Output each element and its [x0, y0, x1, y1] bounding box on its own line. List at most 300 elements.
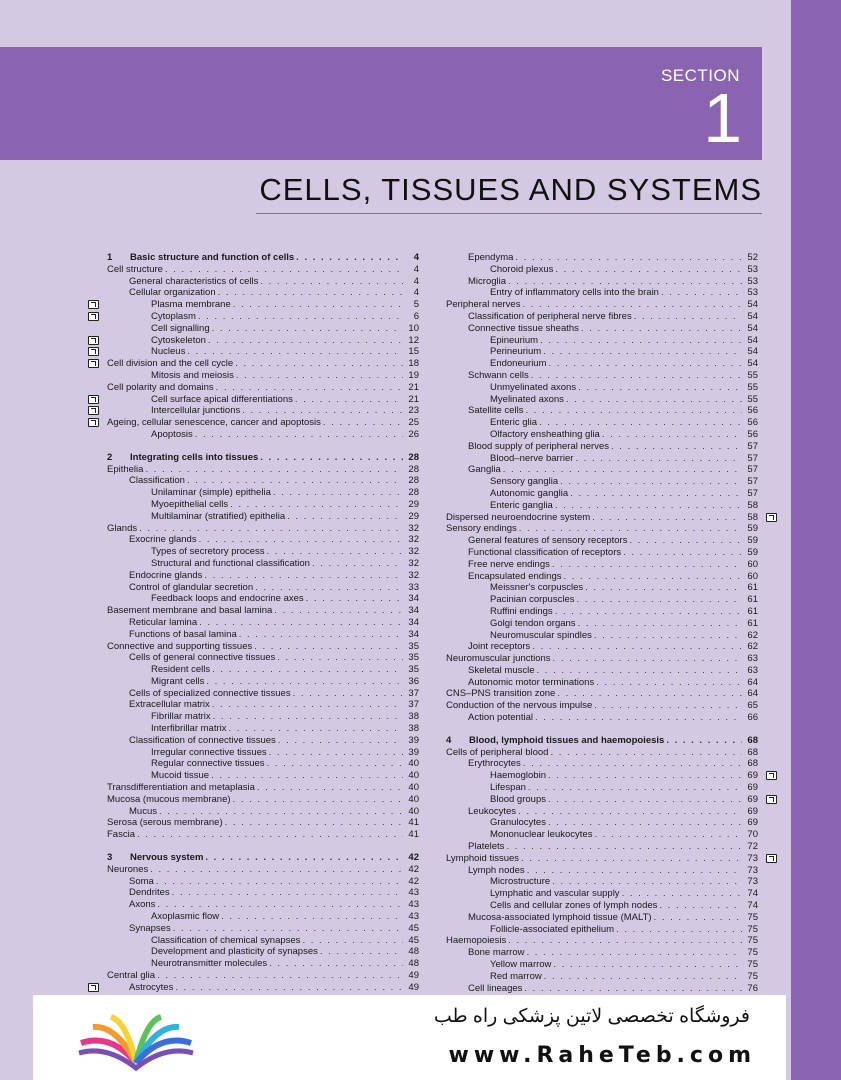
toc-entry-title: Endocrine glands: [129, 569, 203, 581]
toc-entry[interactable]: [107, 782, 419, 794]
toc-entry[interactable]: [446, 853, 758, 865]
ebook-link-icon[interactable]: [88, 336, 99, 345]
ebook-link-icon[interactable]: [88, 418, 99, 427]
toc-entry[interactable]: [446, 641, 758, 653]
toc-entry[interactable]: [107, 546, 419, 558]
toc-entry-title: Unilaminar (simple) epithelia: [151, 487, 271, 499]
toc-entry[interactable]: [107, 876, 419, 888]
toc-entry[interactable]: [107, 735, 419, 747]
toc-entry-title: Functional classification of receptors: [468, 546, 622, 558]
toc-page-number: 75: [747, 935, 758, 947]
toc-entry[interactable]: [107, 887, 419, 899]
toc-leader-dots: [575, 453, 742, 465]
toc-leader-dots: [260, 452, 403, 464]
toc-entry[interactable]: [446, 770, 758, 782]
ebook-link-icon[interactable]: [88, 395, 99, 404]
toc-leader-dots: [548, 817, 742, 829]
toc-entry[interactable]: [107, 794, 419, 806]
toc-entry[interactable]: [107, 593, 419, 605]
toc-entry-title: Epithelia: [107, 463, 144, 475]
toc-entry-title: Exocrine glands: [129, 534, 197, 546]
toc-entry[interactable]: [107, 346, 419, 358]
toc-page-number: 55: [747, 381, 758, 393]
toc-entry-title: Mucus: [129, 805, 157, 817]
toc-entry-title: Regular connective tissues: [151, 758, 265, 770]
toc-entry[interactable]: [107, 534, 419, 546]
toc-entry-title: Classification of connective tissues: [129, 734, 276, 746]
toc-leader-dots: [521, 853, 742, 865]
toc-leader-dots: [175, 982, 403, 994]
toc-entry[interactable]: [107, 475, 419, 487]
toc-entry[interactable]: [446, 500, 758, 512]
toc-entry[interactable]: [107, 935, 419, 947]
toc-entry-title: Ganglia: [468, 464, 501, 476]
toc-chapter-heading[interactable]: [446, 735, 758, 747]
toc-leader-dots: [524, 983, 742, 995]
toc-entry-title: Blood–nerve barrier: [490, 452, 574, 464]
toc-page-number: 48: [408, 946, 419, 958]
toc-entry[interactable]: [446, 758, 758, 770]
ebook-link-icon[interactable]: [88, 983, 99, 992]
toc-entry[interactable]: [446, 677, 758, 689]
toc-entry-title: Classification of peripheral nerve fibres: [468, 310, 632, 322]
toc-entry[interactable]: [107, 264, 419, 276]
toc-entry[interactable]: [446, 947, 758, 959]
toc-entry-title: Axoplasmic flow: [151, 911, 220, 923]
toc-page-number: 75: [747, 911, 758, 923]
toc-page-number: 75: [747, 947, 758, 959]
toc-entry[interactable]: [446, 983, 758, 995]
toc-entry[interactable]: [446, 817, 758, 829]
toc-page-number: 34: [408, 605, 419, 617]
toc-entry-title: Yellow marrow: [490, 959, 552, 971]
toc-entry-title: Meissner's corpuscles: [490, 582, 584, 594]
toc-entry[interactable]: [446, 888, 758, 900]
toc-entry[interactable]: [446, 924, 758, 936]
toc-leader-dots: [560, 476, 742, 488]
toc-page-number: 29: [408, 498, 419, 510]
ebook-link-icon[interactable]: [88, 406, 99, 415]
ebook-link-icon[interactable]: [88, 312, 99, 321]
toc-leader-dots: [239, 629, 403, 641]
toc-page-number: 19: [408, 369, 419, 381]
toc-entry-title: Migrant cells: [151, 675, 205, 687]
toc-entry-title: Haemopoiesis: [446, 935, 507, 947]
toc-entry[interactable]: [446, 394, 758, 406]
ebook-link-icon[interactable]: [766, 795, 777, 804]
toc-entry-title: Ruffini endings: [490, 605, 553, 617]
toc-right-column: [446, 252, 758, 994]
toc-entry-title: Endoneurium: [490, 358, 547, 370]
toc-entry[interactable]: [446, 323, 758, 335]
toc-entry[interactable]: [107, 629, 419, 641]
toc-entry[interactable]: [446, 712, 758, 724]
toc-entry-title: General features of sensory receptors: [468, 535, 628, 547]
toc-entry-title: Microglia: [468, 275, 507, 287]
toc-entry[interactable]: [446, 335, 758, 347]
toc-entry[interactable]: [446, 547, 758, 559]
toc-page-number: 65: [747, 700, 758, 712]
toc-entry[interactable]: [446, 441, 758, 453]
website-url[interactable]: www.RaheTeb.com: [448, 1043, 756, 1068]
toc-entry[interactable]: [446, 653, 758, 665]
toc-entry[interactable]: [107, 570, 419, 582]
toc-entry[interactable]: [446, 405, 758, 417]
toc-entry-title: Schwann cells: [468, 369, 529, 381]
toc-entry[interactable]: [446, 417, 758, 429]
toc-entry[interactable]: [446, 900, 758, 912]
toc-leader-dots: [212, 664, 403, 676]
toc-page-number: 61: [747, 594, 758, 606]
toc-entry-title: Mucoid tissue: [151, 770, 210, 782]
toc-entry-title: Control of glandular secretion: [129, 581, 254, 593]
toc-leader-dots: [302, 935, 403, 947]
toc-leader-dots: [205, 852, 403, 864]
toc-leader-dots: [519, 523, 742, 535]
toc-page-number: 43: [408, 911, 419, 923]
toc-entry-title: Free nerve endings: [468, 558, 550, 570]
toc-entry-title: Classification of chemical synapses: [151, 934, 301, 946]
toc-entry-title: Serosa (serous membrane): [107, 817, 223, 829]
toc-page-number: 68: [747, 746, 758, 758]
toc-entry[interactable]: [107, 758, 419, 770]
toc-page-number: 29: [408, 510, 419, 522]
toc-entry-title: [446, 735, 664, 747]
chapter-title: Blood, lymphoid tissues and haemopoiesis: [469, 734, 665, 746]
toc-leader-dots: [198, 311, 403, 323]
toc-entry[interactable]: [446, 582, 758, 594]
toc-entry[interactable]: [107, 664, 419, 676]
toc-entry-title: Mononuclear leukocytes: [490, 829, 593, 841]
toc-entry[interactable]: [107, 311, 419, 323]
toc-page-number: 62: [747, 641, 758, 653]
toc-entry[interactable]: [107, 970, 419, 982]
toc-entry-title: Encapsulated endings: [468, 570, 562, 582]
toc-leader-dots: [274, 605, 403, 617]
toc-entry[interactable]: [107, 417, 419, 429]
toc-entry-title: Connective tissue sheaths: [468, 322, 579, 334]
toc-leader-dots: [544, 971, 742, 983]
toc-entry[interactable]: [446, 252, 758, 264]
toc-entry[interactable]: [446, 476, 758, 488]
toc-entry[interactable]: [107, 523, 419, 535]
toc-page-number: 76: [747, 982, 758, 994]
toc-entry[interactable]: [446, 606, 758, 618]
toc-entry-title: Nucleus: [151, 346, 186, 358]
toc-leader-dots: [257, 782, 403, 794]
toc-page-number: 43: [408, 887, 419, 899]
toc-leader-dots: [137, 829, 403, 841]
toc-entry[interactable]: [446, 841, 758, 853]
toc-entry[interactable]: [107, 617, 419, 629]
toc-entry-title: Lymph nodes: [468, 864, 525, 876]
store-name-persian: فروشگاه تخصصی لاتین پزشکی راه طب: [433, 1006, 750, 1027]
toc-entry-title: Red marrow: [490, 970, 542, 982]
toc-leader-dots: [254, 641, 403, 653]
toc-entry[interactable]: [446, 700, 758, 712]
toc-chapter-heading[interactable]: [107, 252, 419, 264]
toc-entry[interactable]: [107, 806, 419, 818]
ebook-link-icon[interactable]: [766, 771, 777, 780]
toc-entry[interactable]: [107, 405, 419, 417]
toc-entry[interactable]: [446, 523, 758, 535]
toc-page-number: 68: [747, 758, 758, 770]
toc-page-number: 28: [408, 487, 419, 499]
toc-leader-dots: [295, 394, 403, 406]
toc-entry[interactable]: [107, 299, 419, 311]
toc-entry[interactable]: [107, 641, 419, 653]
toc-page-number: 4: [413, 263, 419, 275]
toc-page-number: 28: [408, 463, 419, 475]
toc-entry[interactable]: [446, 370, 758, 382]
toc-entry-title: Enteric ganglia: [490, 499, 553, 511]
toc-entry-title: Feedback loops and endocrine axes: [151, 593, 304, 605]
toc-leader-dots: [229, 723, 404, 735]
toc-entry[interactable]: [107, 394, 419, 406]
toc-page-number: 37: [408, 699, 419, 711]
toc-entry-title: Cell lineages: [468, 982, 523, 994]
toc-leader-dots: [616, 924, 742, 936]
toc-page-number: 12: [408, 334, 419, 346]
chapter-number: 1: [107, 252, 113, 263]
toc-leader-dots: [273, 487, 403, 499]
toc-leader-dots: [269, 958, 403, 970]
ebook-link-icon[interactable]: [88, 300, 99, 309]
toc-page-number: 54: [747, 358, 758, 370]
toc-entry-title: Cytoskeleton: [151, 334, 206, 346]
toc-page-number: 43: [408, 899, 419, 911]
toc-entry[interactable]: [446, 829, 758, 841]
toc-page-number: 15: [408, 346, 419, 358]
toc-chapter-heading[interactable]: [107, 452, 419, 464]
toc-entry[interactable]: [107, 605, 419, 617]
toc-entry[interactable]: [446, 535, 758, 547]
toc-page-number: 52: [747, 252, 758, 263]
toc-leader-dots: [187, 346, 403, 358]
toc-entry[interactable]: [107, 335, 419, 347]
toc-leader-dots: [659, 900, 742, 912]
toc-leader-dots: [221, 911, 403, 923]
toc-entry-title: Glands: [107, 522, 138, 534]
toc-entry-title: Mucosa-associated lymphoid tissue (MALT): [468, 911, 652, 923]
toc-leader-dots: [581, 323, 742, 335]
toc-page-number: 21: [408, 393, 419, 405]
toc-entry[interactable]: [107, 382, 419, 394]
toc-entry[interactable]: [446, 429, 758, 441]
toc-page-number: 40: [408, 770, 419, 782]
toc-entry[interactable]: [446, 747, 758, 759]
toc-entry[interactable]: [107, 817, 419, 829]
toc-entry[interactable]: [107, 499, 419, 511]
toc-entry[interactable]: [107, 487, 419, 499]
toc-entry-title: Astrocytes: [129, 981, 174, 993]
toc-entry[interactable]: [107, 323, 419, 335]
toc-entry[interactable]: [446, 794, 758, 806]
toc-entry-title: Lifespan: [490, 782, 526, 794]
toc-page-number: 49: [408, 981, 419, 993]
toc-entry[interactable]: [446, 806, 758, 818]
ebook-link-icon[interactable]: [766, 513, 777, 522]
toc-leader-dots: [532, 641, 742, 653]
toc-entry[interactable]: [446, 287, 758, 299]
toc-entry[interactable]: [107, 652, 419, 664]
toc-entry[interactable]: [446, 358, 758, 370]
toc-entry[interactable]: [107, 747, 419, 759]
toc-entry-title: Myoepithelial cells: [151, 498, 229, 510]
toc-page-number: 55: [747, 393, 758, 405]
toc-entry[interactable]: [446, 512, 758, 524]
toc-leader-dots: [548, 770, 742, 782]
toc-leader-dots: [552, 876, 742, 888]
toc-entry[interactable]: [446, 264, 758, 276]
toc-entry-title: Perineurium: [490, 346, 542, 358]
toc-entry-title: Cytoplasm: [151, 310, 196, 322]
toc-entry[interactable]: [107, 558, 419, 570]
toc-entry[interactable]: [107, 899, 419, 911]
toc-entry[interactable]: [107, 911, 419, 923]
toc-entry[interactable]: [446, 299, 758, 311]
toc-leader-dots: [287, 511, 403, 523]
toc-entry[interactable]: [107, 770, 419, 782]
footer-banner: [33, 995, 786, 1080]
ebook-link-icon[interactable]: [88, 347, 99, 356]
toc-leader-dots: [531, 370, 742, 382]
toc-entry[interactable]: [446, 464, 758, 476]
toc-entry[interactable]: [446, 782, 758, 794]
toc-entry[interactable]: [446, 630, 758, 642]
chapter-title: Basic structure and function of cells: [130, 252, 295, 263]
toc-leader-dots: [278, 735, 403, 747]
toc-entry[interactable]: [107, 711, 419, 723]
toc-entry[interactable]: [446, 688, 758, 700]
toc-entry[interactable]: [107, 276, 419, 288]
toc-page-number: 34: [408, 616, 419, 628]
toc-entry[interactable]: [107, 723, 419, 735]
toc-leader-dots: [596, 677, 742, 689]
toc-entry-title: [107, 852, 203, 864]
toc-leader-dots: [267, 546, 403, 558]
toc-entry[interactable]: [446, 665, 758, 677]
toc-page-number: 55: [747, 369, 758, 381]
toc-entry[interactable]: [446, 876, 758, 888]
toc-entry[interactable]: [446, 959, 758, 971]
toc-entry-title: Neuromuscular junctions: [446, 653, 551, 665]
toc-entry[interactable]: [107, 287, 419, 299]
toc-entry[interactable]: [446, 346, 758, 358]
toc-page-number: 45: [408, 922, 419, 934]
toc-page-number: 69: [747, 817, 758, 829]
toc-entry[interactable]: [446, 912, 758, 924]
toc-entry[interactable]: [446, 311, 758, 323]
toc-page-number: 6: [413, 310, 419, 322]
toc-entry[interactable]: [446, 559, 758, 571]
toc-entry-title: Leukocytes: [468, 805, 517, 817]
toc-page-number: 4: [413, 275, 419, 287]
toc-entry-title: Ependyma: [468, 252, 514, 263]
toc-page-number: 48: [408, 958, 419, 970]
toc-leader-dots: [578, 618, 742, 630]
toc-page-number: 69: [747, 793, 758, 805]
toc-entry[interactable]: [446, 618, 758, 630]
toc-entry-title: Connective and supporting tissues: [107, 640, 253, 652]
toc-entry[interactable]: [107, 864, 419, 876]
toc-entry[interactable]: [107, 370, 419, 382]
toc-entry[interactable]: [107, 511, 419, 523]
toc-entry-title: General characteristics of cells: [129, 275, 259, 287]
toc-leader-dots: [172, 887, 403, 899]
toc-page-number: 53: [747, 287, 758, 299]
toc-leader-dots: [211, 770, 403, 782]
toc-entry[interactable]: [107, 464, 419, 476]
toc-entry-title: Enteric glia: [490, 417, 537, 429]
toc-page-number: 59: [747, 546, 758, 558]
toc-entry[interactable]: [107, 923, 419, 935]
toc-entry[interactable]: [446, 453, 758, 465]
toc-page-number: 33: [408, 581, 419, 593]
toc-leader-dots: [296, 252, 403, 264]
right-side-bar: [791, 0, 841, 1080]
ebook-link-icon[interactable]: [88, 359, 99, 368]
toc-entry-title: Cells of specialized connective tissues: [129, 687, 291, 699]
toc-chapter-heading[interactable]: [107, 852, 419, 864]
toc-leader-dots: [629, 535, 742, 547]
toc-entry-title: Synapses: [129, 922, 171, 934]
toc-page-number: 28: [408, 475, 419, 487]
toc-entry-title: Joint receptors: [468, 641, 531, 653]
toc-entry-title: Soma: [129, 875, 154, 887]
toc-page-number: 59: [747, 523, 758, 535]
toc-leader-dots: [173, 923, 403, 935]
toc-leader-dots: [549, 358, 742, 370]
toc-entry-title: Autonomic motor terminations: [468, 676, 595, 688]
toc-entry[interactable]: [107, 946, 419, 958]
toc-entry[interactable]: [107, 582, 419, 594]
toc-entry[interactable]: [446, 382, 758, 394]
toc-page-number: 49: [408, 970, 419, 982]
toc-leader-dots: [622, 888, 742, 900]
toc-page-number: 32: [408, 569, 419, 581]
toc-leader-dots: [553, 959, 742, 971]
toc-leader-dots: [199, 534, 403, 546]
toc-entry[interactable]: [446, 971, 758, 983]
toc-entry[interactable]: [446, 594, 758, 606]
toc-entry[interactable]: [446, 488, 758, 500]
toc-entry-title: Multilaminar (stratified) epithelia: [151, 510, 286, 522]
toc-entry[interactable]: [446, 276, 758, 288]
chapter-number: 3: [107, 852, 113, 864]
toc-entry[interactable]: [107, 958, 419, 970]
toc-entry-title: Neurotransmitter molecules: [151, 958, 268, 970]
toc-entry[interactable]: [446, 935, 758, 947]
toc-entry-title: Plasma membrane: [151, 299, 231, 311]
toc-entry-title: Cell signalling: [151, 322, 210, 334]
toc-entry[interactable]: [107, 829, 419, 841]
toc-leader-dots: [555, 606, 742, 618]
toc-entry[interactable]: [107, 429, 419, 441]
toc-entry[interactable]: [107, 699, 419, 711]
toc-entry[interactable]: [107, 982, 419, 994]
toc-page-number: 73: [747, 852, 758, 864]
toc-page-number: 38: [408, 711, 419, 723]
ebook-link-icon[interactable]: [766, 854, 777, 863]
toc-entry[interactable]: [446, 865, 758, 877]
toc-leader-dots: [654, 912, 742, 924]
toc-entry[interactable]: [107, 676, 419, 688]
toc-entry[interactable]: [446, 571, 758, 583]
page-title: CELLS, TISSUES AND SYSTEMS: [259, 172, 762, 207]
toc-entry[interactable]: [107, 688, 419, 700]
toc-entry[interactable]: [107, 358, 419, 370]
